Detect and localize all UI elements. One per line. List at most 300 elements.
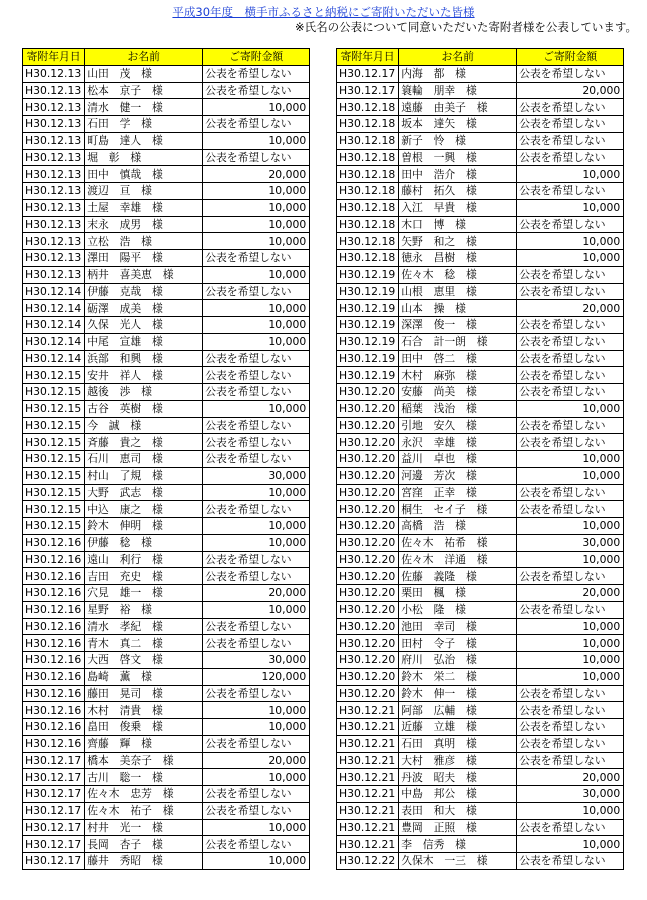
donation-amount: 公表を希望しない bbox=[517, 283, 624, 300]
donation-date: H30.12.15 bbox=[23, 451, 85, 468]
donation-date: H30.12.16 bbox=[23, 601, 85, 618]
donation-amount: 20,000 bbox=[517, 585, 624, 602]
table-row bbox=[337, 417, 624, 434]
donation-date: H30.12.17 bbox=[337, 82, 399, 99]
donor-name: 丹波 昭夫 様 bbox=[399, 769, 517, 786]
donation-date: H30.12.21 bbox=[337, 802, 399, 819]
donation-date: H30.12.15 bbox=[23, 501, 85, 518]
donor-name: 土屋 幸雄 様 bbox=[85, 199, 203, 216]
donor-name: 深澤 俊一 様 bbox=[399, 317, 517, 334]
donor-name: 久保木 一三 様 bbox=[399, 853, 517, 870]
table-row bbox=[337, 82, 624, 99]
donor-name: 星野 裕 様 bbox=[85, 601, 203, 618]
table-row bbox=[23, 853, 310, 870]
table-row bbox=[23, 601, 310, 618]
donor-name: 簑輪 朋幸 様 bbox=[399, 82, 517, 99]
donor-name: 山本 操 様 bbox=[399, 300, 517, 317]
table-row bbox=[23, 769, 310, 786]
donor-name: 佐々木 祐子 様 bbox=[85, 802, 203, 819]
donor-name: 豊岡 正照 様 bbox=[399, 819, 517, 836]
donation-date: H30.12.15 bbox=[23, 417, 85, 434]
donor-name: 府川 弘治 様 bbox=[399, 652, 517, 669]
table-row bbox=[337, 769, 624, 786]
donor-table-right-body bbox=[337, 65, 624, 869]
donation-date: H30.12.20 bbox=[337, 551, 399, 568]
donation-date: H30.12.21 bbox=[337, 735, 399, 752]
donation-amount: 公表を希望しない bbox=[203, 82, 310, 99]
donation-date: H30.12.15 bbox=[23, 518, 85, 535]
table-row bbox=[337, 250, 624, 267]
donor-name: 浜部 和興 様 bbox=[85, 350, 203, 367]
table-row bbox=[337, 534, 624, 551]
donation-date: H30.12.17 bbox=[23, 802, 85, 819]
donation-amount: 10,000 bbox=[203, 132, 310, 149]
donation-amount: 公表を希望しない bbox=[517, 350, 624, 367]
table-row bbox=[23, 551, 310, 568]
donation-amount: 公表を希望しない bbox=[203, 384, 310, 401]
donation-date: H30.12.16 bbox=[23, 551, 85, 568]
table-row bbox=[337, 702, 624, 719]
table-row bbox=[337, 451, 624, 468]
donation-date: H30.12.20 bbox=[337, 685, 399, 702]
table-row bbox=[23, 819, 310, 836]
donation-date: H30.12.17 bbox=[23, 769, 85, 786]
donation-amount: 10,000 bbox=[203, 534, 310, 551]
donation-amount: 10,000 bbox=[203, 518, 310, 535]
donation-date: H30.12.19 bbox=[337, 317, 399, 334]
donation-amount: 10,000 bbox=[517, 652, 624, 669]
donation-amount: 10,000 bbox=[203, 601, 310, 618]
donor-name: 矢野 和之 様 bbox=[399, 233, 517, 250]
table-row bbox=[337, 585, 624, 602]
donation-date: H30.12.21 bbox=[337, 752, 399, 769]
donation-date: H30.12.17 bbox=[23, 836, 85, 853]
donation-amount: 10,000 bbox=[517, 635, 624, 652]
donor-name: 稲葉 浅治 様 bbox=[399, 400, 517, 417]
table-row bbox=[23, 250, 310, 267]
donor-name: 遠山 利行 様 bbox=[85, 551, 203, 568]
table-row bbox=[337, 853, 624, 870]
donation-amount: 10,000 bbox=[203, 853, 310, 870]
table-row bbox=[23, 166, 310, 183]
donor-name: 栗田 楓 様 bbox=[399, 585, 517, 602]
donor-name: 大西 啓文 様 bbox=[85, 652, 203, 669]
donation-amount: 30,000 bbox=[517, 534, 624, 551]
donation-amount: 公表を希望しない bbox=[203, 283, 310, 300]
table-row bbox=[23, 518, 310, 535]
table-row bbox=[337, 601, 624, 618]
donor-name: 斉藤 貴之 様 bbox=[85, 434, 203, 451]
donor-name: 穴見 雄一 様 bbox=[85, 585, 203, 602]
table-row bbox=[337, 836, 624, 853]
donation-date: H30.12.20 bbox=[337, 635, 399, 652]
donation-date: H30.12.20 bbox=[337, 518, 399, 535]
donation-date: H30.12.21 bbox=[337, 769, 399, 786]
donation-amount: 10,000 bbox=[203, 400, 310, 417]
table-row bbox=[23, 266, 310, 283]
donation-date: H30.12.20 bbox=[337, 618, 399, 635]
donation-amount: 公表を希望しない bbox=[517, 752, 624, 769]
donation-date: H30.12.21 bbox=[337, 836, 399, 853]
donation-date: H30.12.15 bbox=[23, 484, 85, 501]
table-row bbox=[337, 116, 624, 133]
header-name: お名前 bbox=[85, 49, 203, 66]
table-row bbox=[337, 501, 624, 518]
donor-name: 村山 了規 様 bbox=[85, 467, 203, 484]
donation-date: H30.12.13 bbox=[23, 166, 85, 183]
header-date: 寄附年月日 bbox=[23, 49, 85, 66]
donation-date: H30.12.16 bbox=[23, 685, 85, 702]
donation-date: H30.12.13 bbox=[23, 65, 85, 82]
donor-name: 古川 聡一 様 bbox=[85, 769, 203, 786]
donor-name: 山根 恵里 様 bbox=[399, 283, 517, 300]
table-row bbox=[23, 199, 310, 216]
donation-amount: 公表を希望しない bbox=[517, 132, 624, 149]
donor-name: 清水 健一 様 bbox=[85, 99, 203, 116]
table-row bbox=[337, 233, 624, 250]
table-row bbox=[23, 333, 310, 350]
table-row bbox=[337, 350, 624, 367]
table-row bbox=[337, 735, 624, 752]
donor-name: 青木 真二 様 bbox=[85, 635, 203, 652]
table-row bbox=[23, 434, 310, 451]
donor-name: 清水 孝紀 様 bbox=[85, 618, 203, 635]
donor-name: 表田 和大 様 bbox=[399, 802, 517, 819]
donation-date: H30.12.16 bbox=[23, 702, 85, 719]
table-row bbox=[337, 685, 624, 702]
table-row bbox=[23, 501, 310, 518]
table-row bbox=[23, 65, 310, 82]
donor-name: 宮窪 正幸 様 bbox=[399, 484, 517, 501]
donation-date: H30.12.17 bbox=[337, 65, 399, 82]
donation-amount: 10,000 bbox=[517, 836, 624, 853]
table-row bbox=[23, 702, 310, 719]
donation-date: H30.12.20 bbox=[337, 601, 399, 618]
donor-name: 益川 卓也 様 bbox=[399, 451, 517, 468]
donation-amount: 10,000 bbox=[517, 618, 624, 635]
donation-date: H30.12.20 bbox=[337, 451, 399, 468]
donation-amount: 公表を希望しない bbox=[517, 484, 624, 501]
donor-name: 安井 祥人 様 bbox=[85, 367, 203, 384]
donation-amount: 公表を希望しない bbox=[203, 350, 310, 367]
donor-name: 高橋 浩 様 bbox=[399, 518, 517, 535]
donor-name: 近藤 立雄 様 bbox=[399, 719, 517, 736]
donor-name: 町島 達人 様 bbox=[85, 132, 203, 149]
donation-date: H30.12.20 bbox=[337, 467, 399, 484]
table-row bbox=[337, 434, 624, 451]
donation-date: H30.12.20 bbox=[337, 501, 399, 518]
donation-amount: 10,000 bbox=[203, 484, 310, 501]
donation-amount: 10,000 bbox=[517, 467, 624, 484]
donor-name: 渡辺 亘 様 bbox=[85, 183, 203, 200]
donor-name: 石合 計一朗 様 bbox=[399, 333, 517, 350]
donation-amount: 公表を希望しない bbox=[517, 568, 624, 585]
donor-name: 立松 浩 様 bbox=[85, 233, 203, 250]
table-row bbox=[337, 283, 624, 300]
page-title: 平成30年度 横手市ふるさと納税にご寄附いただいた皆様 bbox=[172, 5, 475, 19]
table-row bbox=[337, 618, 624, 635]
donation-date: H30.12.15 bbox=[23, 367, 85, 384]
donor-name: 澤田 陽平 様 bbox=[85, 250, 203, 267]
table-row bbox=[23, 735, 310, 752]
table-row bbox=[337, 183, 624, 200]
table-row bbox=[337, 65, 624, 82]
table-row bbox=[23, 99, 310, 116]
donation-amount: 20,000 bbox=[517, 300, 624, 317]
table-row bbox=[23, 467, 310, 484]
donor-name: 佐藤 義隆 様 bbox=[399, 568, 517, 585]
table-row bbox=[337, 551, 624, 568]
donation-date: H30.12.17 bbox=[23, 786, 85, 803]
donation-amount: 10,000 bbox=[203, 769, 310, 786]
table-row bbox=[23, 585, 310, 602]
donation-amount: 10,000 bbox=[517, 250, 624, 267]
donation-amount: 10,000 bbox=[203, 99, 310, 116]
donation-date: H30.12.17 bbox=[23, 752, 85, 769]
donor-name: 越後 渉 様 bbox=[85, 384, 203, 401]
table-row bbox=[23, 752, 310, 769]
donation-amount: 公表を希望しない bbox=[203, 836, 310, 853]
donation-amount: 10,000 bbox=[203, 216, 310, 233]
donation-amount: 公表を希望しない bbox=[517, 819, 624, 836]
table-row bbox=[337, 752, 624, 769]
donation-date: H30.12.20 bbox=[337, 534, 399, 551]
table-row bbox=[337, 467, 624, 484]
donation-date: H30.12.13 bbox=[23, 216, 85, 233]
donation-date: H30.12.20 bbox=[337, 652, 399, 669]
donor-name: 中込 康之 様 bbox=[85, 501, 203, 518]
donation-date: H30.12.19 bbox=[337, 367, 399, 384]
table-row bbox=[337, 149, 624, 166]
table-row bbox=[23, 451, 310, 468]
donor-name: 佐々木 祐希 様 bbox=[399, 534, 517, 551]
donation-date: H30.12.14 bbox=[23, 283, 85, 300]
donation-date: H30.12.21 bbox=[337, 719, 399, 736]
donation-date: H30.12.18 bbox=[337, 132, 399, 149]
donor-name: 徳永 昌樹 様 bbox=[399, 250, 517, 267]
donation-date: H30.12.15 bbox=[23, 467, 85, 484]
donation-amount: 公表を希望しない bbox=[517, 719, 624, 736]
donation-amount: 公表を希望しない bbox=[517, 735, 624, 752]
donor-name: 齊藤 輝 様 bbox=[85, 735, 203, 752]
table-row bbox=[337, 484, 624, 501]
donation-date: H30.12.18 bbox=[337, 99, 399, 116]
donation-amount: 公表を希望しない bbox=[203, 434, 310, 451]
donor-name: 引地 安久 様 bbox=[399, 417, 517, 434]
donor-name: 伊藤 稔 様 bbox=[85, 534, 203, 551]
donation-amount: 30,000 bbox=[203, 467, 310, 484]
donor-name: 大村 雅彦 様 bbox=[399, 752, 517, 769]
donation-amount: 20,000 bbox=[517, 82, 624, 99]
donor-name: 曽根 一興 様 bbox=[399, 149, 517, 166]
table-row bbox=[23, 82, 310, 99]
donation-date: H30.12.16 bbox=[23, 568, 85, 585]
table-row bbox=[337, 668, 624, 685]
donation-amount: 20,000 bbox=[203, 585, 310, 602]
donor-name: 橋本 美奈子 様 bbox=[85, 752, 203, 769]
donation-amount: 公表を希望しない bbox=[203, 551, 310, 568]
donation-amount: 公表を希望しない bbox=[517, 266, 624, 283]
donation-date: H30.12.15 bbox=[23, 434, 85, 451]
table-row bbox=[23, 652, 310, 669]
donor-name: 吉田 充史 様 bbox=[85, 568, 203, 585]
donation-date: H30.12.14 bbox=[23, 333, 85, 350]
donor-name: 鈴木 伸一 様 bbox=[399, 685, 517, 702]
table-row bbox=[23, 786, 310, 803]
donation-date: H30.12.17 bbox=[23, 819, 85, 836]
donor-name: 石田 真明 様 bbox=[399, 735, 517, 752]
table-row bbox=[23, 635, 310, 652]
table-row bbox=[337, 652, 624, 669]
donation-date: H30.12.20 bbox=[337, 484, 399, 501]
donation-date: H30.12.18 bbox=[337, 199, 399, 216]
donation-amount: 10,000 bbox=[203, 233, 310, 250]
donor-name: 柄井 喜美恵 様 bbox=[85, 266, 203, 283]
donor-name: 李 信秀 様 bbox=[399, 836, 517, 853]
donor-name: 佐々木 稔 様 bbox=[399, 266, 517, 283]
donation-amount: 公表を希望しない bbox=[203, 65, 310, 82]
donor-name: 佐々木 洋通 様 bbox=[399, 551, 517, 568]
donation-amount: 10,000 bbox=[517, 518, 624, 535]
donor-name: 入江 早貴 様 bbox=[399, 199, 517, 216]
donor-name: 久保 光人 様 bbox=[85, 317, 203, 334]
donor-name: 坂本 達矢 様 bbox=[399, 116, 517, 133]
donor-table-left bbox=[22, 48, 310, 870]
donation-amount: 10,000 bbox=[517, 166, 624, 183]
donation-amount: 公表を希望しない bbox=[203, 685, 310, 702]
donation-date: H30.12.18 bbox=[337, 116, 399, 133]
donation-date: H30.12.16 bbox=[23, 668, 85, 685]
donor-name: 長岡 杏子 様 bbox=[85, 836, 203, 853]
donation-amount: 10,000 bbox=[517, 199, 624, 216]
donation-amount: 公表を希望しない bbox=[517, 853, 624, 870]
donation-amount: 公表を希望しない bbox=[203, 735, 310, 752]
donation-amount: 公表を希望しない bbox=[517, 434, 624, 451]
donation-amount: 公表を希望しない bbox=[203, 116, 310, 133]
donation-date: H30.12.13 bbox=[23, 183, 85, 200]
header-amount: ご寄附金額 bbox=[203, 49, 310, 66]
donation-date: H30.12.21 bbox=[337, 819, 399, 836]
donation-date: H30.12.16 bbox=[23, 585, 85, 602]
donation-date: H30.12.13 bbox=[23, 149, 85, 166]
donation-date: H30.12.19 bbox=[337, 283, 399, 300]
donation-date: H30.12.18 bbox=[337, 149, 399, 166]
donation-date: H30.12.13 bbox=[23, 132, 85, 149]
table-row bbox=[23, 132, 310, 149]
donation-amount: 公表を希望しない bbox=[517, 702, 624, 719]
donation-date: H30.12.13 bbox=[23, 116, 85, 133]
donor-name: 木口 博 様 bbox=[399, 216, 517, 233]
donation-amount: 公表を希望しない bbox=[203, 451, 310, 468]
table-row bbox=[23, 183, 310, 200]
table-row bbox=[337, 802, 624, 819]
donor-name: 藤村 拓久 様 bbox=[399, 183, 517, 200]
donation-amount: 公表を希望しない bbox=[517, 149, 624, 166]
donation-amount: 10,000 bbox=[517, 400, 624, 417]
table-row bbox=[23, 384, 310, 401]
donation-date: H30.12.21 bbox=[337, 786, 399, 803]
donation-amount: 10,000 bbox=[203, 183, 310, 200]
donation-amount: 公表を希望しない bbox=[517, 183, 624, 200]
donor-name: 永沢 幸雄 様 bbox=[399, 434, 517, 451]
donor-table-right bbox=[336, 48, 624, 870]
donation-amount: 10,000 bbox=[203, 199, 310, 216]
header-amount: ご寄附金額 bbox=[517, 49, 624, 66]
donation-date: H30.12.16 bbox=[23, 652, 85, 669]
donation-amount: 公表を希望しない bbox=[517, 317, 624, 334]
table-row bbox=[23, 116, 310, 133]
donor-name: 末永 成男 様 bbox=[85, 216, 203, 233]
donor-name: 内海 都 様 bbox=[399, 65, 517, 82]
donation-date: H30.12.14 bbox=[23, 350, 85, 367]
donation-amount: 公表を希望しない bbox=[517, 367, 624, 384]
table-row bbox=[23, 149, 310, 166]
donor-name: 河邊 芳次 様 bbox=[399, 467, 517, 484]
donor-name: 島崎 薫 様 bbox=[85, 668, 203, 685]
donation-amount: 公表を希望しない bbox=[203, 802, 310, 819]
donor-name: 池田 幸司 様 bbox=[399, 618, 517, 635]
donation-date: H30.12.18 bbox=[337, 166, 399, 183]
donor-name: 砺澤 成美 様 bbox=[85, 300, 203, 317]
donor-name: 小松 隆 様 bbox=[399, 601, 517, 618]
donation-date: H30.12.14 bbox=[23, 300, 85, 317]
table-row bbox=[23, 300, 310, 317]
donation-date: H30.12.14 bbox=[23, 317, 85, 334]
table-row bbox=[23, 534, 310, 551]
donation-amount: 公表を希望しない bbox=[203, 568, 310, 585]
donor-name: 木村 麻弥 様 bbox=[399, 367, 517, 384]
donation-amount: 10,000 bbox=[517, 233, 624, 250]
donation-amount: 10,000 bbox=[517, 668, 624, 685]
donation-date: H30.12.20 bbox=[337, 400, 399, 417]
table-row bbox=[23, 317, 310, 334]
table-row bbox=[337, 367, 624, 384]
donation-amount: 10,000 bbox=[517, 802, 624, 819]
donation-amount: 10,000 bbox=[517, 451, 624, 468]
donation-date: H30.12.18 bbox=[337, 183, 399, 200]
table-row bbox=[337, 266, 624, 283]
donor-name: 遠藤 由美子 様 bbox=[399, 99, 517, 116]
table-row bbox=[337, 300, 624, 317]
donation-amount: 10,000 bbox=[203, 317, 310, 334]
donation-date: H30.12.13 bbox=[23, 250, 85, 267]
donation-amount: 20,000 bbox=[203, 166, 310, 183]
donation-amount: 10,000 bbox=[203, 702, 310, 719]
table-row bbox=[337, 786, 624, 803]
header-name: お名前 bbox=[399, 49, 517, 66]
donor-name: 伊藤 克哉 様 bbox=[85, 283, 203, 300]
donor-name: 山田 茂 様 bbox=[85, 65, 203, 82]
donation-date: H30.12.21 bbox=[337, 702, 399, 719]
donor-name: 桐生 セイ子 様 bbox=[399, 501, 517, 518]
donation-amount: 公表を希望しない bbox=[517, 501, 624, 518]
donation-amount: 公表を希望しない bbox=[517, 116, 624, 133]
table-row bbox=[23, 618, 310, 635]
table-header-row bbox=[337, 49, 624, 66]
header-date: 寄附年月日 bbox=[337, 49, 399, 66]
donor-name: 石川 恵司 様 bbox=[85, 451, 203, 468]
donation-date: H30.12.15 bbox=[23, 384, 85, 401]
donor-name: 今 誠 様 bbox=[85, 417, 203, 434]
table-row bbox=[337, 400, 624, 417]
table-row bbox=[23, 719, 310, 736]
table-row bbox=[337, 518, 624, 535]
table-row bbox=[23, 568, 310, 585]
table-row bbox=[337, 719, 624, 736]
table-row bbox=[337, 384, 624, 401]
table-row bbox=[23, 685, 310, 702]
donation-amount: 20,000 bbox=[203, 752, 310, 769]
